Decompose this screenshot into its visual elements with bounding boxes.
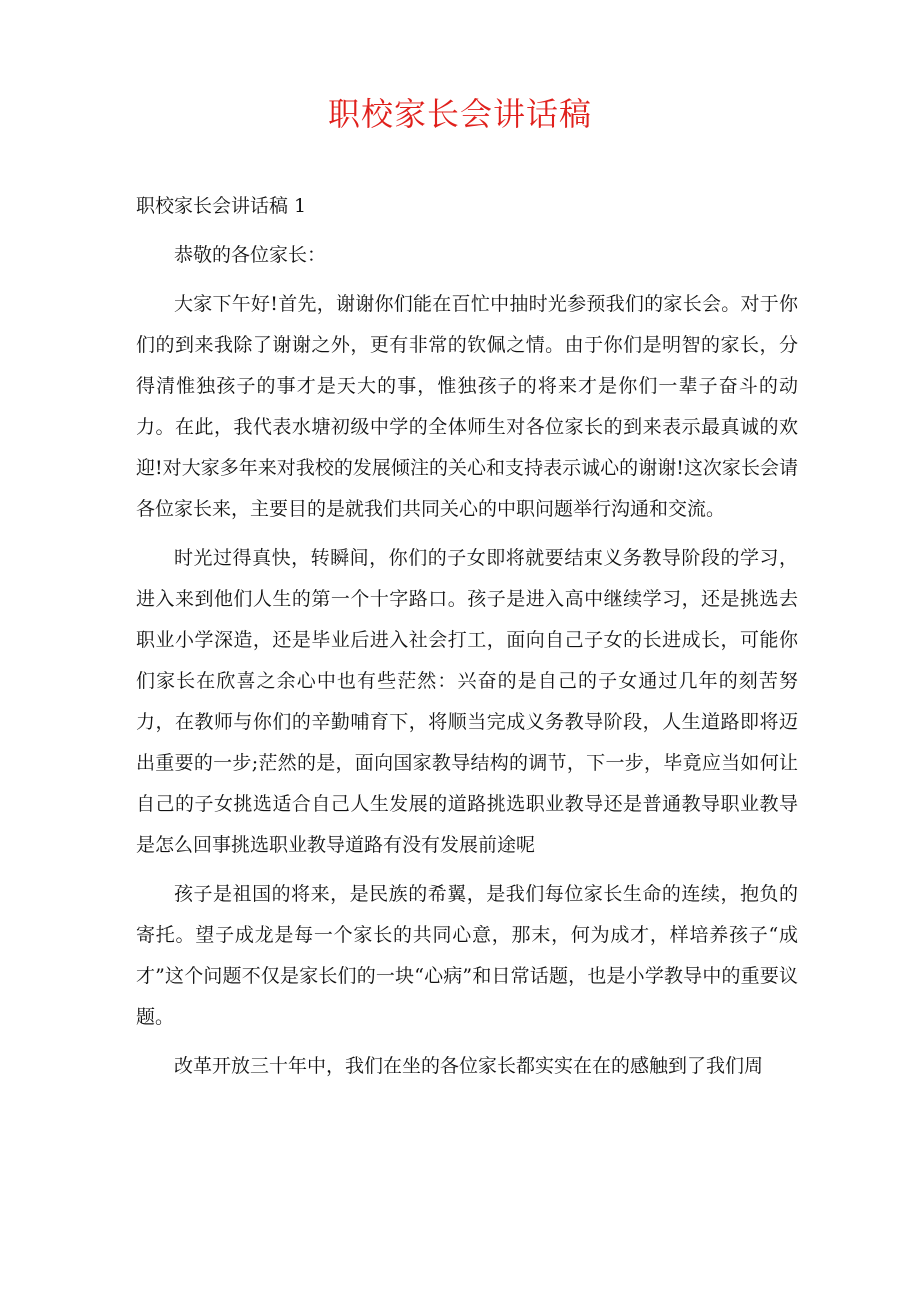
body-paragraph: 时光过得真快，转瞬间，你们的子女即将就要结束义务教导阶段的学习，进入来到他们人生的第一个十字路口。孩子是进入高中继续学习，还是挑选去职业小学深造，还是毕业后进入社会打工，面向自己子女的长进成长，可能你们家长在欣喜之余心中也有些茫然：兴奋的是自己的子女通过几年的刻苦努力，在教师与你们的辛勤哺育下，将顺当完成义务教导阶段，人生道路即将迈出重要的一步;茫然的是，面向国家教导结构的调节，下一步，毕竟应当如何让自己的子女挑选适合自己人生发展的道路挑选职业教导还是普通教导职业教导是怎么回事挑选职业教导道路有没有发展前途呢: [136, 547, 798, 856]
document-subtitle: 职校家长会讲话稿 1: [136, 195, 307, 217]
body-paragraph: 孩子是祖国的将来，是民族的希翼，是我们每位家长生命的连续，抱负的寄托。望子成龙是每一个家长的共同心意，那末，何为成才，样培养孩子“成才”这个问题不仅是家长们的一块“心病”和日常话题，也是小学教导中的重要议题。: [136, 883, 798, 1028]
document-body: [136, 235, 798, 1095]
document-title: 职校家长会讲话稿: [327, 95, 592, 133]
body-paragraph: 改革开放三十年中，我们在坐的各位家长都实实在在的感触到了我们周: [174, 1055, 764, 1077]
body-paragraph: 大家下午好!首先，谢谢你们能在百忙中抽时光参预我们的家长会。对于你们的到来我除了谢谢之外，更有非常的钦佩之情。由于你们是明智的家长，分得清惟独孩子的事才是天大的事，惟独孩子的将来才是你们一辈子奋斗的动力。在此，我代表水塘初级中学的全体师生对各位家长的到来表示最真诚的欢迎!对大家多年来对我校的发展倾注的关心和支持表示诚心的谢谢!这次家长会请各位家长来，主要目的是就我们共同关心的中职问题举行沟通和交流。: [136, 293, 798, 520]
greeting-paragraph: 恭敬的各位家长：: [174, 244, 327, 266]
